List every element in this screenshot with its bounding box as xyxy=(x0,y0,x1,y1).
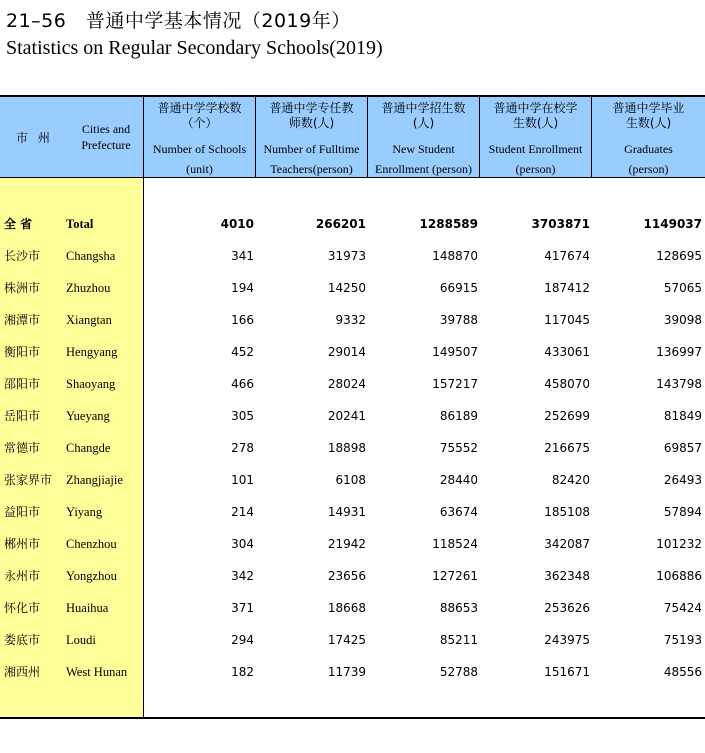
cell-teachers: 28024 xyxy=(327,377,366,391)
row-city-cn: 张家界市 xyxy=(4,473,53,487)
cell-enrollment: 187412 xyxy=(544,281,590,295)
row-city-en: Total xyxy=(66,217,94,231)
cell-schools: 294 xyxy=(231,633,254,647)
cell-enrollment: 3703871 xyxy=(531,217,590,231)
row-city-en: Xiangtan xyxy=(66,313,112,327)
cell-enrollment: 433061 xyxy=(544,345,590,359)
cell-teachers: 11739 xyxy=(327,665,366,679)
cell-enrollment: 417674 xyxy=(544,249,590,263)
cell-enrollment: 185108 xyxy=(544,505,590,519)
header-col-schools xyxy=(144,97,256,177)
header-city-cn: 市 州 xyxy=(16,131,53,145)
cell-new-enrollment: 63674 xyxy=(439,505,478,519)
row-city-en: Yongzhou xyxy=(66,569,117,583)
header-col-enrollment xyxy=(480,97,592,177)
table-row xyxy=(0,560,705,592)
cell-new-enrollment: 157217 xyxy=(432,377,478,391)
header-col-new-enrollment xyxy=(368,97,480,177)
cell-teachers: 29014 xyxy=(327,345,366,359)
cell-enrollment: 252699 xyxy=(544,409,590,423)
table-row xyxy=(0,624,705,656)
table-row xyxy=(0,400,705,432)
row-city-cn: 怀化市 xyxy=(4,601,41,615)
header-col-en: Graduates (person) xyxy=(624,142,673,176)
cell-schools: 182 xyxy=(231,665,254,679)
cell-teachers: 17425 xyxy=(327,633,366,647)
cell-new-enrollment: 28440 xyxy=(439,473,478,487)
row-city-cn: 永州市 xyxy=(4,569,41,583)
row-city-en: Changsha xyxy=(66,249,116,263)
cell-graduates: 69857 xyxy=(663,441,702,455)
cell-teachers: 9332 xyxy=(335,313,366,327)
page-title-english: Statistics on Regular Secondary Schools(2019) xyxy=(6,37,383,59)
header-col-graduates xyxy=(592,97,705,177)
table-row xyxy=(0,464,705,496)
table-header xyxy=(0,97,705,177)
cell-graduates: 106886 xyxy=(656,569,702,583)
page-title-chinese: 21–56 普通中学基本情况（2019年） xyxy=(6,10,351,32)
cell-enrollment: 216675 xyxy=(544,441,590,455)
cell-teachers: 14250 xyxy=(327,281,366,295)
cell-schools: 194 xyxy=(231,281,254,295)
row-city-en: Yiyang xyxy=(66,505,103,519)
cell-schools: 304 xyxy=(231,537,254,551)
row-city-cn: 岳阳市 xyxy=(4,409,41,423)
cell-graduates: 101232 xyxy=(656,537,702,551)
table-row xyxy=(0,240,705,272)
table-row xyxy=(0,336,705,368)
table-row-total xyxy=(0,208,705,240)
cell-teachers: 20241 xyxy=(327,409,366,423)
header-col-cn: 普通中学招生数 (人) xyxy=(381,101,466,130)
header-col-en: Student Enrollment (person) xyxy=(488,142,583,176)
cell-new-enrollment: 52788 xyxy=(439,665,478,679)
cell-enrollment: 342087 xyxy=(544,537,590,551)
row-city-cn: 湘潭市 xyxy=(4,313,41,327)
cell-new-enrollment: 149507 xyxy=(432,345,478,359)
cell-graduates: 57065 xyxy=(663,281,702,295)
cell-graduates: 39098 xyxy=(663,313,702,327)
row-city-en: Chenzhou xyxy=(66,537,117,551)
cell-new-enrollment: 1288589 xyxy=(419,217,478,231)
cell-schools: 341 xyxy=(231,249,254,263)
cell-new-enrollment: 127261 xyxy=(432,569,478,583)
table-row xyxy=(0,304,705,336)
cell-schools: 278 xyxy=(231,441,254,455)
cell-enrollment: 243975 xyxy=(544,633,590,647)
cell-new-enrollment: 39788 xyxy=(439,313,478,327)
cell-enrollment: 151671 xyxy=(544,665,590,679)
row-city-en: Zhangjiajie xyxy=(66,473,123,487)
cell-schools: 452 xyxy=(231,345,254,359)
cell-new-enrollment: 85211 xyxy=(439,633,478,647)
row-city-en: Huaihua xyxy=(66,601,109,615)
row-city-cn: 湘西州 xyxy=(4,665,41,679)
table-row xyxy=(0,432,705,464)
statistics-table xyxy=(0,95,705,719)
header-col-cn: 普通中学在校学 生数(人) xyxy=(493,101,578,130)
cell-graduates: 75193 xyxy=(663,633,702,647)
cell-enrollment: 82420 xyxy=(551,473,590,487)
cell-enrollment: 117045 xyxy=(544,313,590,327)
cell-graduates: 136997 xyxy=(656,345,702,359)
cell-new-enrollment: 66915 xyxy=(439,281,478,295)
header-city-en: Cities and Prefecture xyxy=(81,122,131,152)
table-row xyxy=(0,656,705,688)
table-row xyxy=(0,272,705,304)
cell-graduates: 48556 xyxy=(663,665,702,679)
row-city-en: West Hunan xyxy=(66,665,128,679)
cell-graduates: 75424 xyxy=(663,601,702,615)
cell-teachers: 21942 xyxy=(327,537,366,551)
cell-enrollment: 458070 xyxy=(544,377,590,391)
cell-graduates: 128695 xyxy=(656,249,702,263)
cell-schools: 371 xyxy=(231,601,254,615)
cell-graduates: 26493 xyxy=(663,473,702,487)
row-city-cn: 全 省 xyxy=(4,217,33,231)
cell-graduates: 81849 xyxy=(663,409,702,423)
cell-schools: 305 xyxy=(231,409,254,423)
header-city-cell xyxy=(0,97,144,177)
cell-schools: 101 xyxy=(231,473,254,487)
cell-new-enrollment: 148870 xyxy=(432,249,478,263)
cell-new-enrollment: 88653 xyxy=(439,601,478,615)
row-city-en: Shaoyang xyxy=(66,377,116,391)
row-city-cn: 郴州市 xyxy=(4,537,41,551)
row-city-cn: 株洲市 xyxy=(4,281,41,295)
row-city-en: Zhuzhou xyxy=(66,281,111,295)
cell-graduates: 1149037 xyxy=(643,217,702,231)
row-city-en: Loudi xyxy=(66,633,96,647)
cell-schools: 342 xyxy=(231,569,254,583)
row-city-cn: 长沙市 xyxy=(4,249,41,263)
cell-enrollment: 253626 xyxy=(544,601,590,615)
cell-new-enrollment: 86189 xyxy=(439,409,478,423)
header-col-en: Number of Schools (unit) xyxy=(152,142,247,176)
row-city-en: Yueyang xyxy=(66,409,110,423)
cell-schools: 466 xyxy=(231,377,254,391)
row-city-cn: 衡阳市 xyxy=(4,345,41,359)
header-col-cn: 普通中学学校数 （个） xyxy=(157,101,242,130)
cell-schools: 166 xyxy=(231,313,254,327)
row-city-en: Hengyang xyxy=(66,345,118,359)
cell-enrollment: 362348 xyxy=(544,569,590,583)
table-row xyxy=(0,528,705,560)
cell-teachers: 6108 xyxy=(335,473,366,487)
cell-teachers: 31973 xyxy=(327,249,366,263)
row-city-en: Changde xyxy=(66,441,111,455)
table-row xyxy=(0,368,705,400)
header-col-en: New Student Enrollment (person) xyxy=(375,142,472,176)
cell-schools: 214 xyxy=(231,505,254,519)
header-col-en: Number of Fulltime Teachers(person) xyxy=(263,142,360,176)
cell-new-enrollment: 118524 xyxy=(432,537,478,551)
table-bottom-rule xyxy=(0,717,705,719)
row-city-cn: 邵阳市 xyxy=(4,377,41,391)
cell-teachers: 18668 xyxy=(327,601,366,615)
cell-graduates: 57894 xyxy=(663,505,702,519)
cell-teachers: 23656 xyxy=(327,569,366,583)
row-city-cn: 娄底市 xyxy=(4,633,41,647)
table-row xyxy=(0,496,705,528)
header-col-cn: 普通中学毕业 生数(人) xyxy=(612,101,685,130)
cell-teachers: 14931 xyxy=(327,505,366,519)
cell-graduates: 143798 xyxy=(656,377,702,391)
table-row xyxy=(0,592,705,624)
header-col-cn: 普通中学专任教 师数(人) xyxy=(269,101,354,130)
cell-teachers: 266201 xyxy=(315,217,366,231)
row-city-cn: 常德市 xyxy=(4,441,41,455)
cell-teachers: 18898 xyxy=(327,441,366,455)
row-city-cn: 益阳市 xyxy=(4,505,41,519)
cell-new-enrollment: 75552 xyxy=(439,441,478,455)
cell-schools: 4010 xyxy=(220,217,254,231)
header-col-teachers xyxy=(256,97,368,177)
